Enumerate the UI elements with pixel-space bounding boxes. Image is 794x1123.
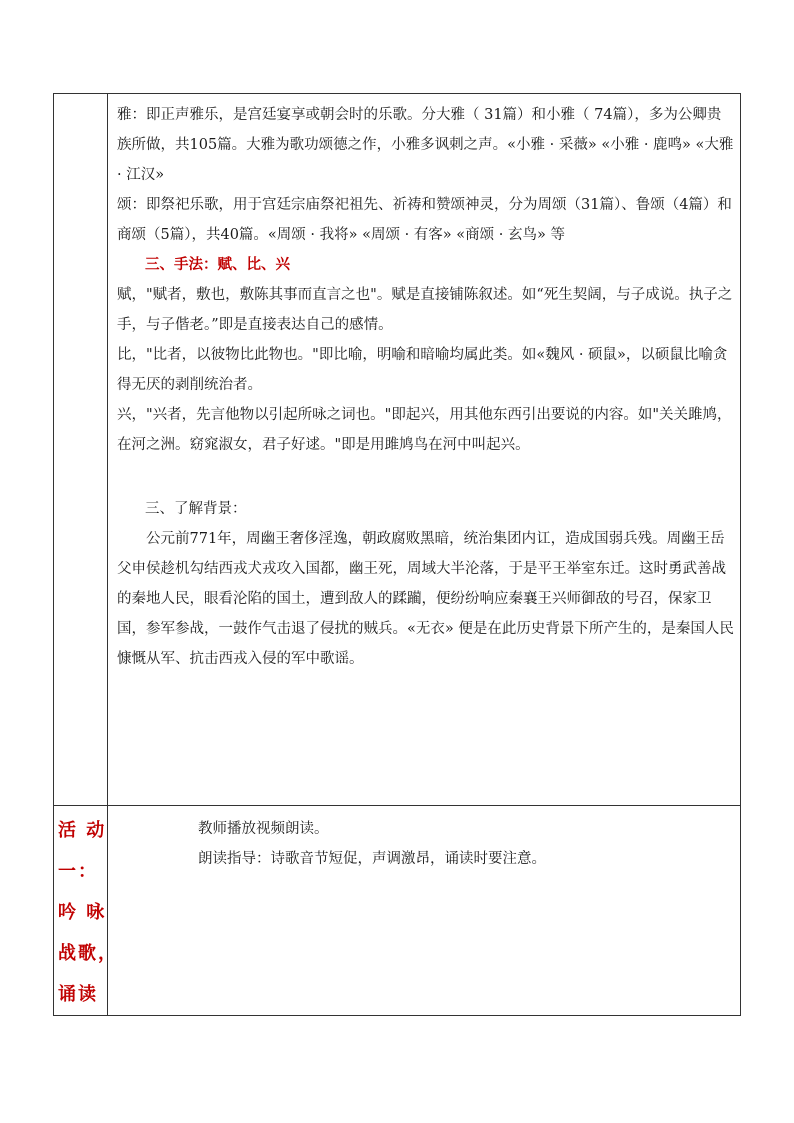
spacer <box>117 460 734 494</box>
activity-line-2: 朗读指导：诗歌音节短促，声调激昂，诵读时要注意。 <box>198 851 546 867</box>
activity-label-line: 吟 咏 <box>58 902 107 923</box>
table-row <box>54 806 741 1016</box>
heading-background: 三、了解背景： <box>145 501 247 517</box>
activity-label-line: 战歌， <box>58 943 118 964</box>
paragraph-bi: 比，"比者，以彼物比此物也。"即比喻，明喻和暗喻均属此类。如«魏风 · 硕鼠»，以硕鼠比喻贪得无厌的剥削统治者。 <box>117 347 728 393</box>
paragraph-fu: 赋，"赋者，敷也，敷陈其事而直言之也"。赋是直接铺陈叙述。如“死生契阔，与子成说。执子之手，与子偕老。”即是直接表达自己的感情。 <box>117 287 733 333</box>
heading-techniques: 三、手法：赋、比、兴 <box>145 256 290 273</box>
paragraph-song: 颂：即祭祀乐歌，用于宫廷宗庙祭祀祖先、祈祷和赞颂神灵，分为周颂（31篇）、鲁颂（4篇）和商颂（5篇），共40篇。«周颂 · 我将» «周颂 · 有客» «商颂 · 玄鸟» 等 <box>117 197 732 243</box>
activity-label-cell <box>54 806 118 1016</box>
activity-label-line: 诵读 <box>58 984 98 1005</box>
content-cell <box>108 94 741 806</box>
activity-content-cell <box>108 806 741 1016</box>
paragraph-background: 公元前771年，周幽王奢侈淫逸，朝政腐败黑暗，统治集团内讧，造成国弱兵残。周幽王岳父申侯趁机勾结西戎犬戎攻入国都，幽王死，周域大半沦落，于是平王举室东迁。这时勇武善战的秦地人民，眼看沦陷的国土，遭到敌人的蹂躏，便纷纷响应秦襄王兴师御敌的号召，保家卫国，参军参战，一鼓作气击退了侵扰的贼兵。«无衣» 便是在此历史背景下所产生的，是秦国人民慷慨从军、抗击西戎入侵的军中歌谣。 <box>117 531 734 667</box>
activity-line-1: 教师播放视频朗读。 <box>198 821 329 837</box>
paragraph-xing: 兴，"兴者，先言他物以引起所咏之词也。"即起兴，用其他东西引出要说的内容。如"关关雎鸠，在河之洲。窈窕淑女，君子好逑。"即是用雎鸠鸟在河中叫起兴。 <box>117 407 732 453</box>
activity-label-line: 一： <box>58 861 98 882</box>
table-row <box>54 94 741 806</box>
paragraph-ya: 雅：即正声雅乐，是宫廷宴享或朝会时的乐歌。分大雅（ 31篇）和小雅（ 74篇），多为公卿贵族所做，共105篇。大雅为歌功颂德之作，小雅多讽刺之声。«小雅 · 采薇» «小雅 · 鹿鸣» «大雅 · 江汉» <box>117 107 734 183</box>
activity-label-line: 活 动 <box>58 820 107 841</box>
lesson-table <box>53 93 741 1016</box>
label-cell-empty <box>54 94 108 806</box>
